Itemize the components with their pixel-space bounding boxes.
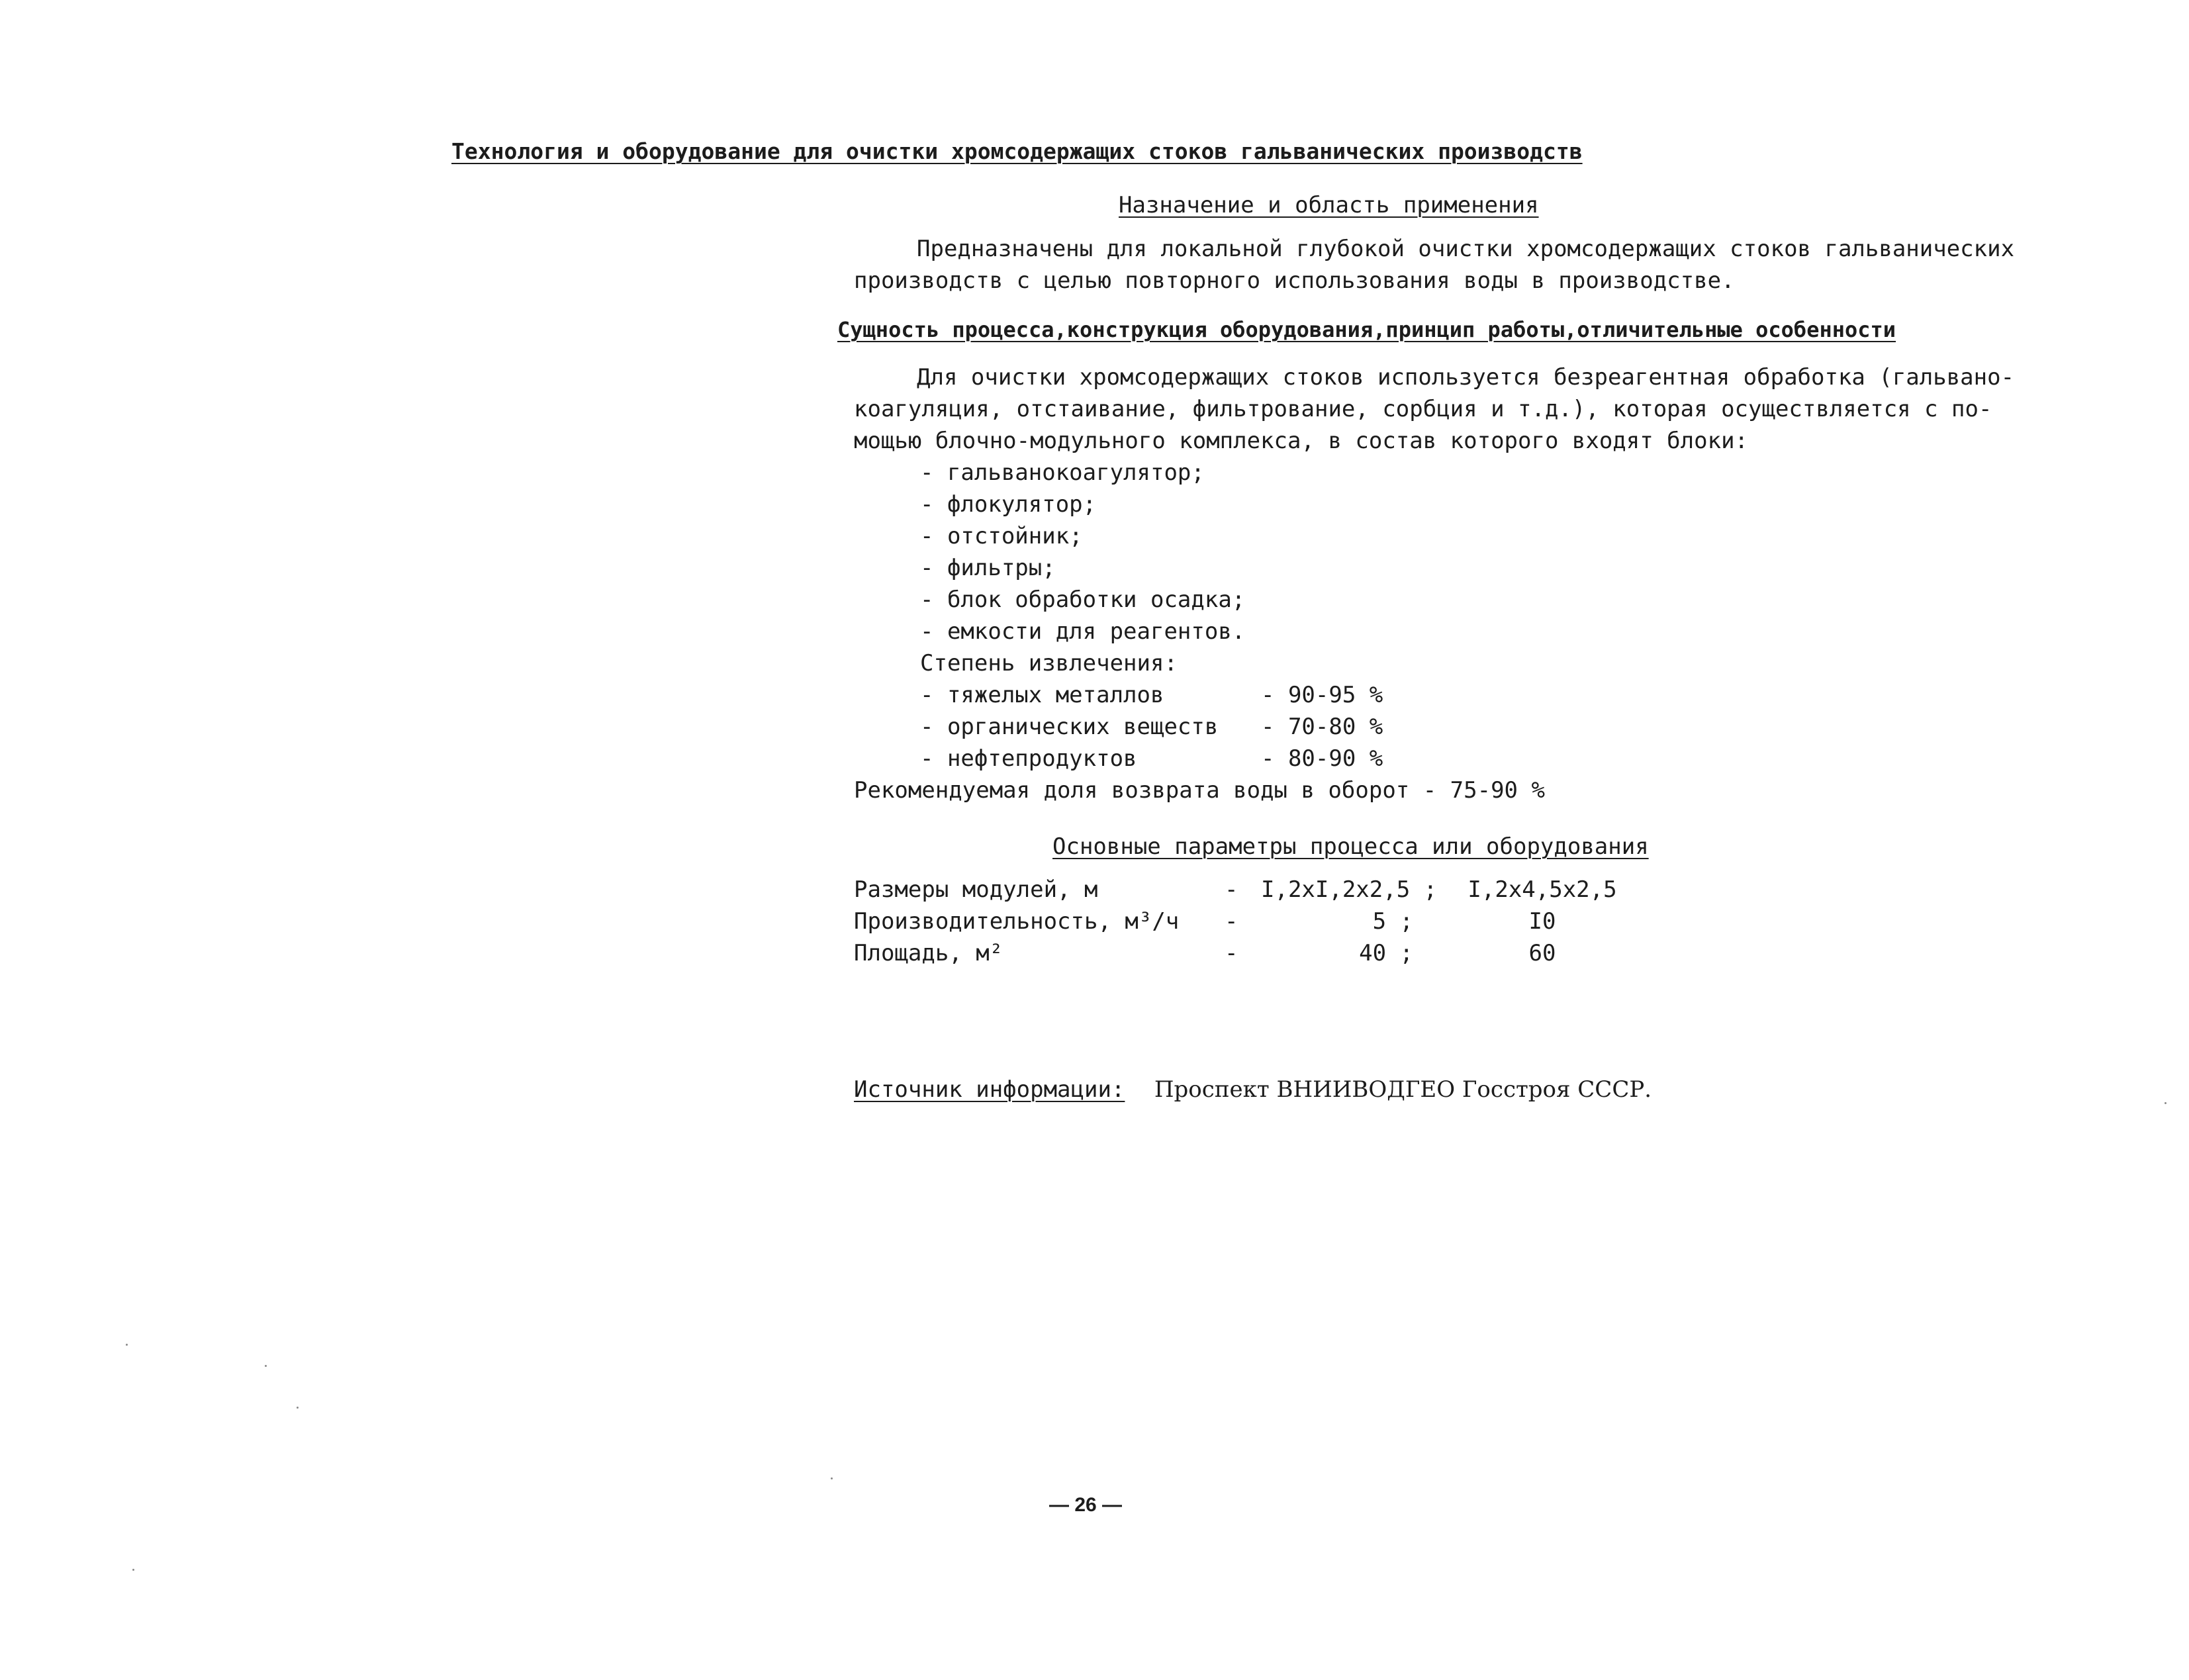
param-value: 40 ; — [1359, 940, 1413, 966]
extraction-name: - органических веществ — [920, 714, 1219, 740]
essence-paragraph-line: Для очистки хромсодержащих стоков используется безреагентная обработка (гальвано- — [917, 364, 2015, 391]
param-value: I0 — [1528, 908, 1556, 935]
essence-paragraph-line: мощью блочно-модульного комплекса, в состав которого входят блоки: — [854, 428, 1749, 454]
param-value: 5 ; — [1372, 908, 1413, 935]
list-item: - флокулятор; — [920, 491, 1097, 518]
param-name: Площадь, м² — [854, 940, 1003, 966]
list-item: - отстойник; — [920, 523, 1083, 549]
scan-speck — [132, 1569, 134, 1571]
section-heading-essence: Сущность процесса,конструкция оборудования,принцип работы,отличительные особенности — [837, 317, 1896, 342]
scan-speck — [297, 1407, 299, 1409]
extraction-value: - 80-90 % — [1261, 745, 1383, 772]
param-value: I,2xI,2x2,5 ; — [1261, 876, 1438, 903]
param-value: 60 — [1528, 940, 1556, 966]
essence-paragraph-line: коагуляция, отстаивание, фильтрование, сорбция и т.д.), которая осуществляется с по- — [854, 396, 1992, 422]
param-name: Производительность, м³/ч — [854, 908, 1180, 935]
source-text: Проспект ВНИИВОДГЕО Госстроя СССР. — [1154, 1076, 1652, 1103]
scan-speck — [2165, 1102, 2166, 1104]
extraction-value: - 70-80 % — [1261, 714, 1383, 740]
param-dash: - — [1225, 908, 1238, 935]
param-value: I,2x4,5x2,5 — [1467, 876, 1617, 903]
section-heading-parameters: Основные параметры процесса или оборудования — [1052, 833, 1649, 860]
scan-speck — [126, 1344, 128, 1346]
list-item: - блок обработки осадка; — [920, 586, 1246, 613]
extraction-name: - нефтепродуктов — [920, 745, 1137, 772]
param-dash: - — [1225, 940, 1238, 966]
list-item: - гальванокоагулятор; — [920, 459, 1205, 486]
scan-speck — [265, 1365, 267, 1367]
param-name: Размеры модулей, м — [854, 876, 1098, 903]
return-share: Рекомендуемая доля возврата воды в оборот - 75-90 % — [854, 777, 1545, 804]
source-label: Источник информации: — [854, 1076, 1125, 1103]
scan-speck — [831, 1477, 833, 1479]
extraction-name: - тяжелых металлов — [920, 682, 1164, 708]
section-heading-purpose: Назначение и область применения — [1119, 192, 1539, 218]
extraction-value: - 90-95 % — [1261, 682, 1383, 708]
source-line — [854, 1074, 1652, 1105]
purpose-paragraph-line: производств с целью повторного использования воды в производстве. — [854, 267, 1735, 294]
param-dash: - — [1225, 876, 1238, 903]
purpose-paragraph-line: Предназначены для локальной глубокой очистки хромсодержащих стоков гальванических — [917, 236, 2015, 262]
document-title: Технология и оборудование для очистки хромсодержащих стоков гальванических производств — [451, 138, 1583, 164]
list-item: - фильтры; — [920, 555, 1056, 581]
extraction-label: Степень извлечения: — [920, 650, 1178, 677]
page-number: — 26 — — [1049, 1494, 1123, 1516]
list-item: - емкости для реагентов. — [920, 618, 1246, 645]
